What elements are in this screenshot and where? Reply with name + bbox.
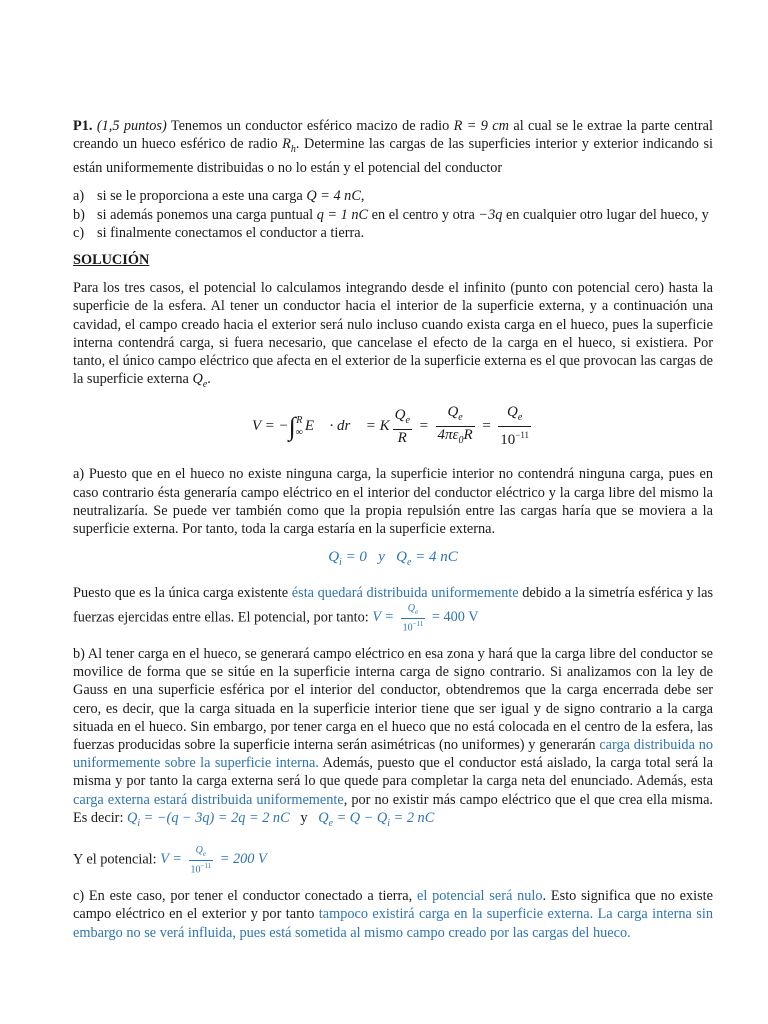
highlight-text: carga externa estará distribuida uniformemente [73,791,344,808]
answer-b-potential: Y el potencial: V = $\frac{Q_e}{10^{-11}}$ = 200 V [73,844,267,876]
fraction: $\frac{Q_e}{4\pi\varepsilon_0R}$ [437,404,473,447]
item-label: c) [73,224,85,241]
charge-equation: $Q_e = Q - Q_i = 2$ nC [318,809,435,829]
fraction: $\frac{Q_e}{10^{-11}}$ [500,404,530,449]
problem-number: P1. [73,118,93,134]
problem-statement [73,117,713,177]
answer-a-paragraph: a) Puesto que en el hueco no existe ninguna carga, la superficie interior no contendrá ninguna carga, pues en caso contrario ésta generaría campo eléctrico en el interior del conductor eléctrico y la carga libre del mismo la neutralizaría. Se puede ver también como que la propia repulsión entre las cargas haría que se moviera a la superficie externa. Por tanto, toda la carga estaría en la superficie externa. [73,466,713,537]
highlight-text: tampoco existirá carga en la superficie externa. La carga interna sin embargo no se verá influida, pues está sometida al mismo campo creado por las cargas del hueco. [73,906,713,941]
highlight-text: carga distribuida no uniformemente sobre la superficie interna. [73,736,713,772]
problem-points: (1,5 puntos) [96,118,167,134]
list-item [73,224,713,242]
radius-expression: R = 9 cm [453,118,509,134]
potential-equation: V = −∫ R ∞ E⃗ · dr⃗ = K $\frac{Q_e}{R}$ = $\frac{Q_e}{4\pi\varepsilon_0R}$ = $\frac{Q_e}{10^{-11}}$ [251,404,530,449]
potential-formula: V = $\frac{Q_e}{10^{-11}}$ = 400 V [372,602,479,633]
highlight-text: el potencial será nulo [417,888,543,905]
potential-formula: V = $\frac{Q_e}{10^{-11}}$ = 200 V [160,844,267,876]
item-label: a) [73,188,85,205]
statement-text: . Determine las cargas de las superficies interior y exterior indicando si están uniformemente distribuidas o no lo están y el potencial del conductor [73,136,713,177]
answer-c-paragraph: c) En este caso, por tener el conductor conectado a tierra, el potencial será nulo. Esto significa que no existe campo eléctrico en el exterior y por tanto tampoco existirá carga en la superficie externa. La carga interna sin embargo no se verá influida, pues está sometida al mismo campo creado por las cargas del hueco. [73,888,713,941]
answer-a-charges: $Q_i = 0$ y $Q_e = 4$ nC [328,549,458,569]
hole-radius-expression: R [282,136,291,153]
answer-a-potential-paragraph: Puesto que es la única carga existente ésta quedará distribuida uniformemente debido a la simetría esférica y las fuerzas ejercidas entre ellas. El potencial, por tanto: V = $\frac{Q_e}{10^{-11}}$ = 400 V [73,585,714,633]
item-text: si finalmente conectamos el conductor a tierra. [97,224,365,241]
answer-b-paragraph: b) Al tener carga en el hueco, se generará campo eléctrico en esa zona y hará que la carga libre del conductor se movilice de forma que se sitúe en la superficie interna carga de signo contrario. Si analizamos con la ley de Gauss en una superficie esférica por el interior del conductor, obtendremos que la carga encerrada debe ser cero, es decir, que la carga situada en la superficie interior tiene que ser igual y de signo contrario a la carga situada en el hueco. Sin embargo, por tener carga en el hueco que no está colocada en el centro de la esfera, las fuerzas producidas sobre la superficie interna serán asimétricas (no uniformes) y generarán carga distribuida no uniformemente sobre la superficie interna. Además, puesto que el conductor está aislado, la carga total será la misma y por tanto la carga externa será lo que quede para completar la carga neta del enunciado. Además, esta carga externa estará distribuida uniformemente, por no existir más campo eléctrico que el que crea ella misma. Es decir: $Q_i = -(q - 3q) = 2q = 2$ nC y $Q_e = Q - Q_i = 2$ nC [73,645,713,829]
item-text: si se le proporciona a este una carga Q = 4 nC, [97,188,365,205]
item-label: b) [73,206,85,223]
highlight-text: ésta quedará distribuida uniformemente [291,585,519,602]
integral-limits: R ∞ [295,414,303,438]
integral-sign: ∫ [288,411,296,441]
item-text: si además ponemos una carga puntual q = 1 nC en el centro y otra −3q en cualquier otro lugar del hueco, y [97,206,709,223]
document-page [73,117,713,942]
statement-text: Tenemos un conductor esférico macizo de radio [166,118,454,134]
hole-radius-subscript: h [290,144,296,156]
solution-heading: SOLUCIÓN [73,252,150,269]
charge-equation: $Q_i = -(q - 3q) = 2q = 2$ nC [127,809,290,829]
list-item [73,187,713,205]
statement-text: al cual se le extrae la parte central creando un hueco esférico de radio [73,118,713,153]
fraction: $\frac{Q_e}{R}$ [394,406,410,446]
list-item [73,206,713,224]
intro-paragraph: Para los tres casos, el potencial lo calculamos integrando desde el infinito (punto con potencial cero) hasta la superficie de la esfera. Al tener un conductor hacia el interior de la superficie externa, y a continuación una cavidad, el campo creado hacia el exterior será nulo incluso cuando exista carga en el hueco, pues la superficie interna contendrá carga, si fuera necesario, que cancelase el efecto de la carga en el hueco, si existiera. Por tanto, el único campo eléctrico que afecta en el exterior de la superficie externa es el que provocan las cargas de la superficie externa $Q_e$. [73,280,714,391]
question-list [73,187,713,242]
